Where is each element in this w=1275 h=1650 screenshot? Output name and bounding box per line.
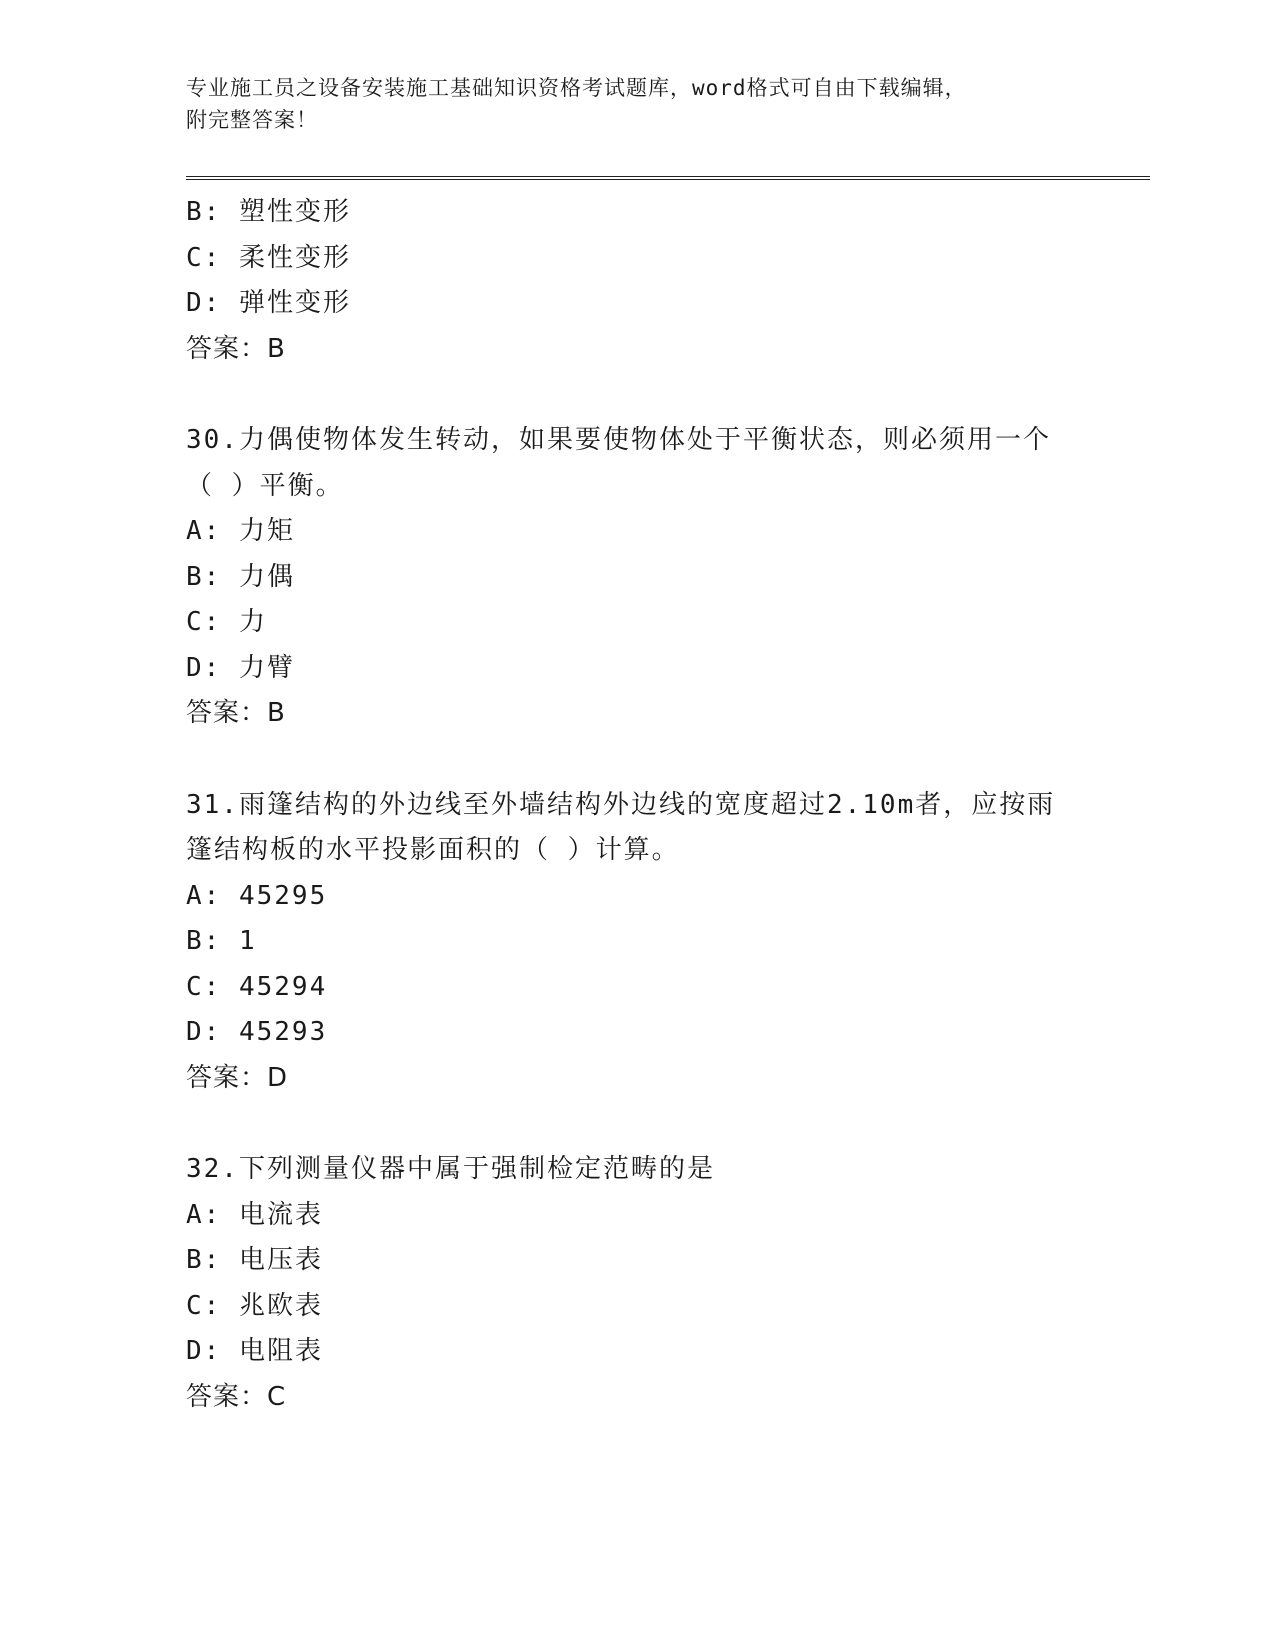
option-d: D: 力臂 <box>186 652 295 683</box>
question-text-cont: 篷结构板的水平投影面积的（ ）计算。 <box>186 835 680 865</box>
option-b: B: 电压表 <box>186 1245 323 1275</box>
header-divider <box>186 176 1150 180</box>
question-31 <box>186 783 1086 1102</box>
question-text: 31.雨篷结构的外边线至外墙结构外边线的宽度超过2.10m者，应按雨 <box>186 789 1056 820</box>
option-a: A: 力矩 <box>186 516 295 546</box>
header-line-2: 附完整答案！ <box>186 108 318 132</box>
option-a: A: 45295 <box>186 880 328 911</box>
option-b: B: 1 <box>186 926 257 956</box>
question-30 <box>186 418 1086 737</box>
question-text: 32.下列测量仪器中属于强制检定范畴的是 <box>186 1154 715 1184</box>
answer-line: 答案：B <box>186 333 286 364</box>
question-32 <box>186 1147 1086 1420</box>
header-line-1: 专业施工员之设备安装施工基础知识资格考试题库，word格式可自由下载编辑， <box>186 76 967 100</box>
answer-line: 答案：D <box>186 1062 289 1093</box>
option-d: D: 电阻表 <box>186 1336 323 1366</box>
option-c: C: 45294 <box>186 971 328 1002</box>
question-text-cont: （ ）平衡。 <box>186 470 344 501</box>
option-b: B: 塑性变形 <box>186 197 351 227</box>
option-c: C: 兆欧表 <box>186 1290 323 1321</box>
option-d: D: 45293 <box>186 1017 328 1047</box>
option-b: B: 力偶 <box>186 561 295 592</box>
answer-line: 答案：C <box>186 1381 287 1412</box>
option-d: D: 弹性变形 <box>186 288 351 318</box>
question-text: 30.力偶使物体发生转动，如果要使物体处于平衡状态，则必须用一个 <box>186 425 1051 455</box>
document-header <box>186 72 1086 136</box>
option-c: C: 力 <box>186 607 267 637</box>
question-list <box>186 190 1086 1420</box>
previous-question-tail <box>186 190 1086 372</box>
answer-line: 答案：B <box>186 698 286 728</box>
option-c: C: 柔性变形 <box>186 242 351 273</box>
option-a: A: 电流表 <box>186 1199 323 1230</box>
